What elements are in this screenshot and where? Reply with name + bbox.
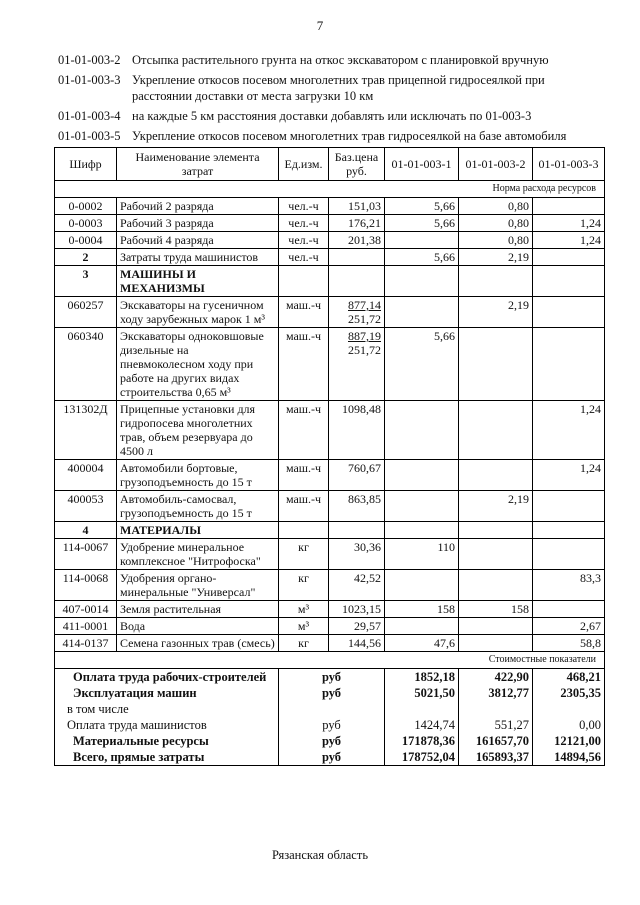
code-descriptions [58,52,598,148]
table-row [55,215,605,232]
cell-price: 176,21 [329,215,385,232]
cell-code: 114-0067 [55,539,117,570]
code-text: на каждые 5 км расстояния доставки добавлять или исключать по 01-003-3 [132,109,532,123]
norm-caption-row [55,181,605,198]
cell-name: Автомобили бортовые, грузоподъемность до 15 т [117,460,279,491]
cell-c3: 2,67 [533,618,605,635]
cell-name: МАТЕРИАЛЫ [117,522,279,539]
code-row [58,52,598,68]
cell-code: 131302Д [55,401,117,460]
summary-row [55,685,605,701]
cell-price [329,266,385,297]
cell-unit: чел.-ч [279,215,329,232]
cell-code: 114-0068 [55,570,117,601]
header-unit: Ед.изм. [279,148,329,181]
cell-code: 400053 [55,491,117,522]
code-row [58,108,598,124]
summary-c2: 165893,37 [459,749,533,766]
table-row [55,198,605,215]
table-row [55,401,605,460]
summary-label: в том числе [55,701,279,717]
cell-c1 [385,297,459,328]
cell-c1 [385,266,459,297]
cell-price: 201,38 [329,232,385,249]
cell-unit: чел.-ч [279,232,329,249]
cell-code: 0-0004 [55,232,117,249]
header-c2: 01-01-003-2 [459,148,533,181]
cell-c1 [385,401,459,460]
cell-name: Затраты труда машинистов [117,249,279,266]
summary-c3: 2305,35 [533,685,605,701]
cell-price: 1098,48 [329,401,385,460]
cost-caption-row [55,652,605,669]
cell-name: Экскаваторы на гусеничном ходу зарубежных марок 1 м³ [117,297,279,328]
cell-code: 407-0014 [55,601,117,618]
cost-caption: Стоимостные показатели [55,652,605,669]
cell-c1 [385,491,459,522]
summary-unit: руб [279,669,385,686]
cell-unit [279,522,329,539]
summary-body [55,652,605,766]
cell-c1 [385,522,459,539]
cell-c3 [533,266,605,297]
cell-unit [279,266,329,297]
cell-code: 3 [55,266,117,297]
summary-c3 [533,701,605,717]
cell-code: 2 [55,249,117,266]
cell-unit: кг [279,570,329,601]
code-id: 01-01-003-4 [58,109,121,123]
table-header-row [55,148,605,181]
cell-name: Семена газонных трав (смесь) [117,635,279,652]
cell-c1 [385,460,459,491]
header-c3: 01-01-003-3 [533,148,605,181]
summary-row [55,733,605,749]
summary-c2: 161657,70 [459,733,533,749]
cell-c1: 5,66 [385,328,459,401]
cell-price [329,249,385,266]
cell-c2: 0,80 [459,232,533,249]
summary-label: Всего, прямые затраты [55,749,279,766]
header-price: Баз.цена руб. [329,148,385,181]
cell-price: 29,57 [329,618,385,635]
cell-c2 [459,539,533,570]
summary-c1 [385,701,459,717]
cell-price: 1023,15 [329,601,385,618]
summary-c3: 0,00 [533,717,605,733]
summary-c2: 3812,77 [459,685,533,701]
cell-name: Удобрения органо-минеральные "Универсал" [117,570,279,601]
cell-c2 [459,635,533,652]
cell-code: 060340 [55,328,117,401]
summary-row [55,717,605,733]
cell-c2 [459,570,533,601]
cell-code: 0-0003 [55,215,117,232]
cell-c3: 58,8 [533,635,605,652]
summary-unit: руб [279,733,385,749]
code-text: Укрепление откосов посевом многолетних трав прицепной гидросеялкой при расстоянии доставки от места загрузки 10 км [132,73,545,103]
cell-c3 [533,539,605,570]
cell-name: Рабочий 3 разряда [117,215,279,232]
cell-c1: 110 [385,539,459,570]
code-row [58,128,598,144]
summary-c3: 468,21 [533,669,605,686]
summary-unit [279,701,385,717]
cell-c1: 47,6 [385,635,459,652]
cell-price: 42,52 [329,570,385,601]
cell-name: Прицепные установки для гидропосева многолетних трав, объем резервуара до 4500 л [117,401,279,460]
cell-c2: 0,80 [459,215,533,232]
summary-c1: 171878,36 [385,733,459,749]
cell-c3: 1,24 [533,215,605,232]
cell-code: 411-0001 [55,618,117,635]
cell-code: 4 [55,522,117,539]
cell-c1: 5,66 [385,215,459,232]
price-main: 887,19 [348,329,381,343]
code-id: 01-01-003-5 [58,129,121,143]
cell-price [329,522,385,539]
cell-name: Экскаваторы одноковшовые дизельные на пневмоколесном ходу при работе на других видах строительства 0,65 м³ [117,328,279,401]
code-id: 01-01-003-3 [58,73,121,87]
cell-unit: чел.-ч [279,249,329,266]
cell-c1 [385,570,459,601]
table-row [55,491,605,522]
summary-c1: 1424,74 [385,717,459,733]
cell-price [329,297,385,328]
table-row [55,635,605,652]
price-labor: 251,72 [348,312,381,326]
summary-row [55,749,605,766]
cell-unit: маш.-ч [279,328,329,401]
summary-c1: 1852,18 [385,669,459,686]
cell-c1: 5,66 [385,249,459,266]
cell-unit: маш.-ч [279,491,329,522]
cell-unit: кг [279,635,329,652]
cell-c3 [533,198,605,215]
cell-unit: м³ [279,601,329,618]
cell-code: 060257 [55,297,117,328]
cell-code: 400004 [55,460,117,491]
cell-c3: 1,24 [533,460,605,491]
table-row [55,232,605,249]
cell-c3 [533,601,605,618]
summary-c3: 14894,56 [533,749,605,766]
cell-unit: маш.-ч [279,297,329,328]
cell-price: 760,67 [329,460,385,491]
summary-c3: 12121,00 [533,733,605,749]
code-id: 01-01-003-2 [58,53,121,67]
cell-name: Вода [117,618,279,635]
cell-price: 30,36 [329,539,385,570]
table-row [55,539,605,570]
cell-price: 863,85 [329,491,385,522]
cell-c3: 83,3 [533,570,605,601]
cell-unit: чел.-ч [279,198,329,215]
cell-code: 414-0137 [55,635,117,652]
cell-c1 [385,232,459,249]
code-text: Отсыпка растительного грунта на откос экскаватором с планировкой вручную [132,53,549,67]
cell-c2: 2,19 [459,491,533,522]
cell-c3: 1,24 [533,232,605,249]
summary-unit: руб [279,717,385,733]
cell-c3: 1,24 [533,401,605,460]
summary-c2 [459,701,533,717]
resource-table-container [54,147,604,766]
summary-label: Эксплуатация машин [55,685,279,701]
cell-code: 0-0002 [55,198,117,215]
table-row [55,297,605,328]
summary-label: Оплата труда рабочих-строителей [55,669,279,686]
cell-unit: маш.-ч [279,401,329,460]
cell-name: Рабочий 4 разряда [117,232,279,249]
cell-name: Рабочий 2 разряда [117,198,279,215]
table-row [55,249,605,266]
code-text: Укрепление откосов посевом многолетних трав гидросеялкой на базе автомобиля [132,129,567,143]
cell-c1: 158 [385,601,459,618]
summary-row [55,669,605,686]
cell-c2 [459,401,533,460]
cell-c2 [459,328,533,401]
cell-c3 [533,328,605,401]
summary-unit: руб [279,685,385,701]
summary-label: Оплата труда машинистов [55,717,279,733]
price-main: 877,14 [348,298,381,312]
table-row [55,328,605,401]
table-body [55,181,605,652]
resource-table [54,147,605,766]
table-row [55,570,605,601]
cell-c3 [533,491,605,522]
cell-c3 [533,522,605,539]
table-row [55,266,605,297]
cell-name: Автомобиль-самосвал, грузоподъемность до 15 т [117,491,279,522]
cell-price: 151,03 [329,198,385,215]
cell-c3 [533,249,605,266]
header-c1: 01-01-003-1 [385,148,459,181]
summary-c1: 5021,50 [385,685,459,701]
norm-caption: Норма расхода ресурсов [55,181,605,198]
cell-c1 [385,618,459,635]
table-row [55,618,605,635]
summary-c2: 422,90 [459,669,533,686]
header-code: Шифр [55,148,117,181]
region-footer: Рязанская область [271,848,369,862]
summary-unit: руб [279,749,385,766]
cell-name: МАШИНЫ И МЕХАНИЗМЫ [117,266,279,297]
cell-c2: 0,80 [459,198,533,215]
code-row [58,72,598,104]
page-number: 7 [316,18,324,33]
cell-name: Удобрение минеральное комплексное "Нитрофоска" [117,539,279,570]
cell-c2 [459,618,533,635]
price-labor: 251,72 [348,343,381,357]
cell-c2 [459,266,533,297]
table-row [55,522,605,539]
cell-name: Земля растительная [117,601,279,618]
table-row [55,460,605,491]
cell-price [329,328,385,401]
cell-price: 144,56 [329,635,385,652]
summary-c1: 178752,04 [385,749,459,766]
cell-unit: кг [279,539,329,570]
cell-c3 [533,297,605,328]
cell-c2: 2,19 [459,249,533,266]
cell-c2: 2,19 [459,297,533,328]
header-name: Наименование элемента затрат [117,148,279,181]
cell-unit: м³ [279,618,329,635]
cell-c2 [459,460,533,491]
cell-c2: 158 [459,601,533,618]
cell-c2 [459,522,533,539]
cell-c1: 5,66 [385,198,459,215]
table-row [55,601,605,618]
summary-c2: 551,27 [459,717,533,733]
summary-row [55,701,605,717]
summary-label: Материальные ресурсы [55,733,279,749]
cell-unit: маш.-ч [279,460,329,491]
